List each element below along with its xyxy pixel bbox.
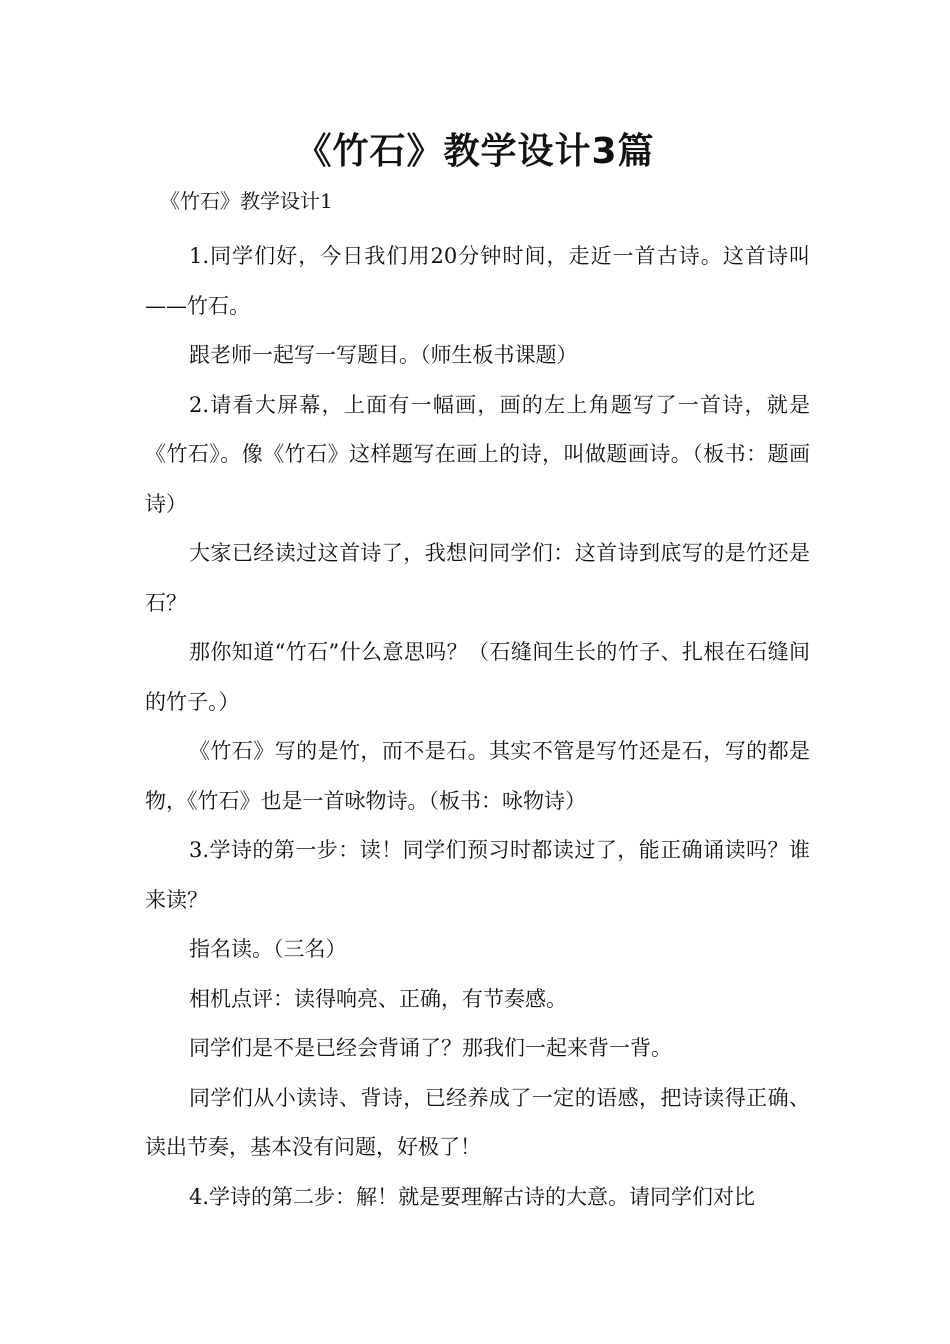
section-heading: 《竹石》教学设计1 (160, 189, 333, 213)
paragraph: 指名读。（三名） (189, 937, 347, 961)
paragraph: 4.学诗的第二步：解！就是要理解古诗的大意。请同学们对比 (189, 1184, 756, 1209)
paragraph: 2.请看大屏幕，上面有一幅画，画的左上角题写了一首诗，就是《竹石》。像《竹石》这样题写在画上的诗，叫做题画诗。（板书：题画诗） (145, 392, 810, 516)
paragraph: 跟老师一起写一写题目。（师生板书课题） (189, 343, 578, 367)
paragraph: 相机点评：读得响亮、正确，有节奏感。 (189, 986, 567, 1011)
paragraph: 《竹石》写的是竹，而不是石。其实不管是写竹还是石，写的都是物，《竹石》也是一首咏物诗。（板书：咏物诗） (145, 739, 810, 813)
document-body (145, 232, 810, 1222)
paragraph: 同学们从小读诗、背诗，已经养成了一定的语感，把诗读得正确、读出节奏，基本没有问题，好极了！ (145, 1085, 810, 1159)
paragraph: 那你知道“竹石”什么意思吗？（石缝间生长的竹子、扎根在石缝间的竹子。） (145, 640, 810, 714)
paragraph: 3.学诗的第一步：读！同学们预习时都读过了，能正确诵读吗？谁来读？ (145, 838, 810, 912)
paragraph: 大家已经读过这首诗了，我想问同学们：这首诗到底写的是竹还是石？ (145, 541, 810, 615)
paragraph: 同学们是不是已经会背诵了？那我们一起来背一背。 (189, 1036, 672, 1060)
document-title: 《竹石》教学设计3篇 (295, 131, 655, 172)
paragraph: 1.同学们好，今日我们用20分钟时间，走近一首古诗。这首诗叫——竹石。 (145, 244, 810, 318)
